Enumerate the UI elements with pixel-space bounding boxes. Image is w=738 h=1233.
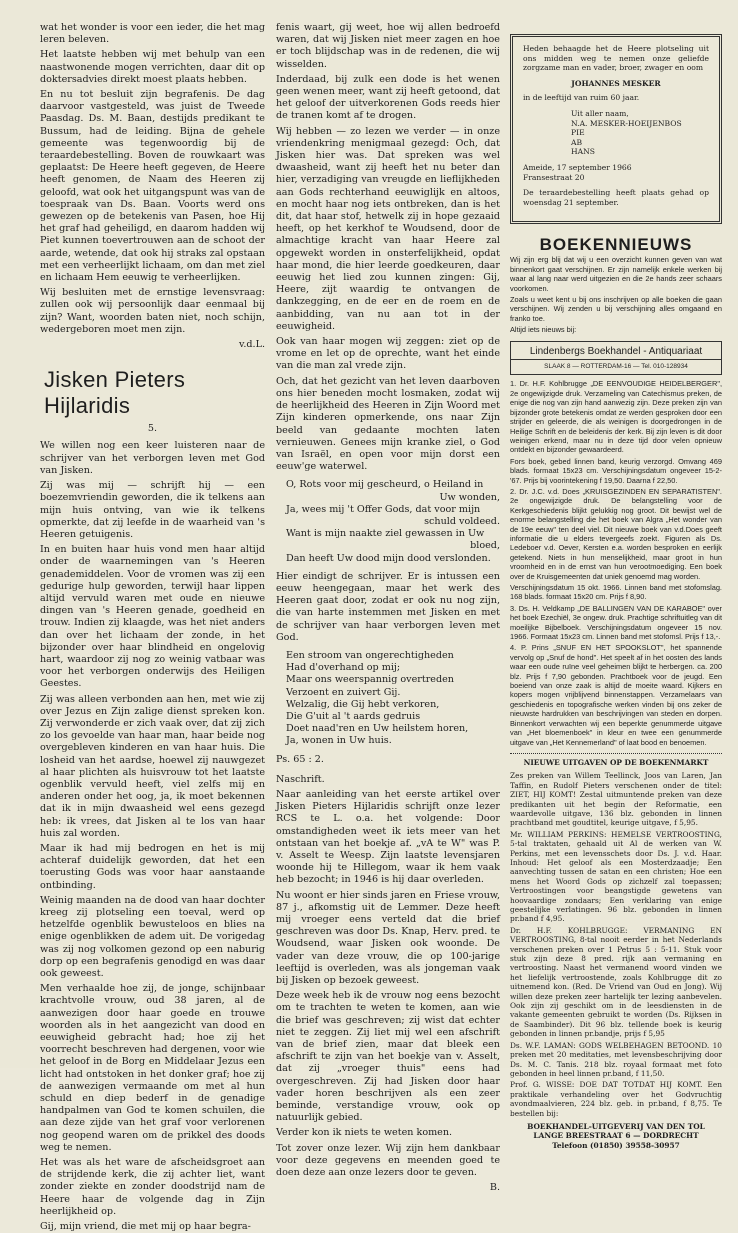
intro-paragraph: Altijd iets nieuws bij: [510,325,577,335]
article-paragraph: wat het wonder is voor een ieder, die het mag leren beleven. [40,22,265,46]
verse-line: Een stroom van ongerechtigheden [286,649,454,661]
deceased-name: JOHANNES MESKER [571,78,661,88]
release-item: Mr. WILLIAM PERKINS: HEMELSE VERTROOSTING, 5-tal traktaten, gehaald uit Al de werken van W. Perkins, met een levensschets door Ds. J. v.d. Haar. Inhoud: Het geloof als een Mosterdzaadje; Een aanvechting tussen de satan en een christen; Hoe een mens het Woord Gods op zichzelf zal toepassen; Vertroostingen voor beangstigde gewetens van hoovaardige zondaars; Een verklaring van enige geestelijke verlatingen. 96 blz. gebonden in linnen pr.band f 4,95. [510,829,722,924]
author-signature: v.d.L. [239,339,265,351]
release-item: Dr. H.F. KOHLBRUGGE: VERMANING EN VERTROOSTING, 8-tal nooit eerder in het Nederlands verschenen preken over 1 Petrus 5 : 5-11. Stuk voor stuk zijn deze 8 pred. rijk aan vermaning en vertroosting. Naast het vermanend woord vinden we het liefelijk vertroostende, zoals Kohlbrugge dit zo uitnemend kon. (Red. De Vriend van Oud en Jong). Wij willen deze preken zeer hartelijk ter lezing aanbevelen. Ook zijn zij geschikt om in de leesdiensten in de vakante gemeenten gebruikt te worden (Ds. Rijksen in de Saambinder). Dit 96 blz. tellende boek is keurig gebonden in linnen pr.bandje, prijs f 5,95 [510,925,722,1039]
article-paragraph: En nu tot besluit zijn begrafenis. De dag daarvoor vastgesteld, was juist de Tweede Paasdag. Ds. M. Baan, destijds predikant te Bussum, had de leiding. Bijna de gehele gemeente was tegenwoordig bij de teraardebestelling. Boven de rouwkaart was geplaatst: De Heere heeft gegeven, de Heere heeft genomen, de Naam des Heeren zij geloofd, wat ook het uitgangspunt was van de toespraak van Ds. Baan. Voorts werd ons gewezen op de betekenis van Pasen, hoe Hij het graf had geheiligd, en daarom hadden wij Piet kunnen toevertrouwen aan de schoot der aarde, wetende, dat ook hij straks zal opstaan met een verheerlijkt lichaam, om dan met ziel en lichaam Hem eeuwig te verheerlijken. [40,89,265,284]
verse-line: Die G'uit al 't aards gedruis [286,710,421,722]
author-initial: B. [489,1182,500,1194]
article-paragraph: Tot zover onze lezer. Wij zijn hem dankbaar voor deze gegevens en meenden goed te doen deze aan onze lezers door te geven. [276,1142,500,1179]
part-number: 5. [147,423,158,435]
article-paragraph: Verder kon ik niets te weten komen. [276,1127,453,1139]
new-releases-heading: NIEUWE UITGAVEN OP DE BOEKENMARKT [523,757,709,767]
publisher-block [510,1122,722,1150]
signatory-line: Uit aller naam, [571,108,629,118]
verse-line: Had d'overhand op mij; [286,662,401,674]
verse-line: Maar ons weerspannig overtreden [286,674,454,686]
book-item: Verschijningsdatum 15 okt. 1966. Linnen band met stofomslag. 168 blads. formaat 15x20 cm. Prijs f 8,90. [510,583,722,602]
notice-street: Fransestraat 20 [523,172,585,182]
article-paragraph: Wij hebben — zo lezen we verder — in onze vriendenkring menigmaal gezegd: Och, dat Jisken hier was. Dat spreken was wel dwaasheid, want zij heeft het nu beter dan hier, verzadiging van vreugde en lieflijkheden aan Gods rechterhand eeuwiglijk en altoos, en mocht haar nog iets ontbreken, dan is het dit, dat haar stof, hetwelk zij in hope gezaaid heeft, op het kerkhof te Woudsend, door de almachtige kracht van haar Heere zal opgewekt worden in onsterfelijkheid, opdat haar mond, die hier leerde goedkeuren, daar eeuwig het lied zou kunnen zingen: Gij, Heere, zijt waardig te ontvangen de dankzegging, en de eer en de roem en de aanbidding, van nu aan tot in der eeuwigheid. [276,125,500,332]
psalm-verse [286,650,500,748]
column-middle [276,22,500,1194]
article-paragraph: Wij besluiten met de ernstige levensvraag: zullen ook wij persoonlijk daar eenmaal bij zijn? Want, woorden baten niet, noch schijn, wedergeboren moet men zijn. [40,287,265,335]
release-item: Zes preken van Willem Teellinck, Joos van Laren, Jan Taffin, en Rudolf Pieters verschenen onder de titel: ZIET, HIJ KOMT! Zestal uitmuntende preken van deze predikanten uit het begin der Reformatie, een waardevolle uitgave, 136 blz. gebonden in linnen prachtband met goudtitel, keurige uitgave, f 5,95. [510,771,722,828]
verse-line: Ja, wonen in Uw huis. [286,735,392,747]
article-paragraph: Inderdaad, bij zulk een dode is het wenen geen wenen meer, want zij heeft getoond, dat het geloof der uitverkorenen Gods reeds hier de tranen komt af te drogen. [276,73,500,122]
psalm-reference: Ps. 65 : 2. [276,753,324,765]
verse-line: Welzalig, die Gij hebt verkoren, [286,698,440,710]
book-item: 2. Dr. J.C. v.d. Does „KRUISGEZINDEN EN SEPARATISTEN". 2e ongewijzigde druk. De belangstelling voor de Kerkgeschiedenis blijkt gelukkig nog groot. Dit bewijst wel de enorme belangstelling die het boek van Algra „Het wonder van de 19e eeuw" ten deel viel. Dit nieuwe boek van v.d.Does geeft informatie die u elders tevergeefs zoekt. Figuren als Ds. Ledeboer v.d. Oever, Kersten e.a. worden besproken en eerlijk getekend. Niets in hun menselijkheid, maar groot in hun vroomheid en in de ernst van hun verootmoediging. Een boek over de Kruisgemeenten dat uniek genoemd mag worden. [510,486,722,581]
notice-lead: Heden behaagde het de Heere plotseling uit ons midden weg te nemen onze geliefde zorgzame man en vader, broer, zwager en oom [523,44,709,73]
article-paragraph: Het was als het ware de afscheidsgroet aan de strijdende kerk, die zij achter liet, want zonder ziekte en zonder doodstrijd nam de Heere haar de volgende dag in Zijn heerlijkheid op. [40,1157,265,1217]
article-paragraph: Deze week heb ik de vrouw nog eens bezocht om te trachten te weten te komen, aan wie die brief was geschreven; zij wist dat echter niet te zeggen. Zij liet mij wel een afschrift van de brief zien, maar dat bleek een afschrift te zijn van het boekje van v. Asselt, dat zij „vroeger thuis" eens had overgeschreven. Zij had Jisken door haar vader horen beschrijven als een zeer beminde, verstandige vrouw, ook op natuurlijk gebied. [276,990,500,1124]
signatory-line: N.A. MESKER-HOEIJENBOS [571,118,682,128]
bookshop-banner [510,341,722,376]
bookshop-address: SLAAK 8 — ROTTERDAM-16 — Tel. 010-128934 [511,359,721,371]
signatory-line: PIE [571,128,585,138]
notice-signatories [571,109,709,157]
section-divider [510,753,722,754]
publisher-phone: Telefoon (01850) 39558-30957 [552,1140,680,1150]
book-item: 3. Ds. H. Veldkamp „DE BALLINGEN VAN DE KARABOE" over het boek Ezechiël, 3e ongew. druk. Prachtige schriftuitleg van dit moeilijke Bijbelboek. Verschijningsdatum ongeveer 15 nov. 1966. Formaat 15x23 cm. Linnen band met stofomsl. Prijs f 13,-. [510,603,722,642]
article-headline: Jisken Pieters Hijlaridis [44,367,186,419]
article-paragraph: Weinig maanden na de dood van haar dochter kreeg zij plotseling een toeval, werd op hetzelfde ogenblik bewusteloos en blies na enige ogenblikken de adem uit. De vorigedag was zij nog volkomen gezond op een naburig dorp op een begrafenis genodigd en was daar ook geweest. [40,894,265,980]
book-item: 1. Dr. H.F. Kohlbrugge „DE EENVOUDIGE HEIDELBERGER", 2e ongewijzigde druk. Verzameling van Catechismus preken, de enige die nog van zijn hand aanwezig zijn. Deze preken zijn van bijzonder grote betekenis omdat ze werden gesproken door een strijder en geleerde, die als weinigen is doorgedrongen in de Heilige Schrift en de beleidenis der kerk. Bij zijn leven is dit door weinigen erkend, maar nu in deze tijd door velen opnieuw ontdekt en bijzonder gewaardeerd. [510,379,722,455]
intro-paragraph: Wij zijn erg blij dat wij u een overzicht kunnen geven van wat binnenkort gaat verschijnen. Er zijn namelijk enkele werken bij waar al lang naar werd uitgezien en die 2e hands zeer schaars voorkomen. [510,255,722,293]
notice-burial: De teraardebestelling heeft plaats gehad op woensdag 21 september. [523,188,709,207]
signatory-line: HANS [571,147,595,157]
article-paragraph: Naar aanleiding van het eerste artikel over Jisken Pieters Hijlaridis schrijft onze lezer RCS te L. o.a. het volgende: Door omstandigheden weet ik iets meer van het ontstaan van het boekje af. „vA te W" was P. v. Asselt te Weesp. Zijn laatste levensjaren woonde hij te Hillegom, waar ik hem vaak heb bezocht; in 1946 is hij daar overleden. [276,788,500,886]
article-paragraph: Gij, mijn vriend, die met mij op haar begra- [40,1221,251,1233]
article-paragraph: Men verhaalde hoe zij, de jonge, schijnbaar krachtvolle vrouw, oud 38 jaren, al de aanwezigen door haar goede en trouwe woorden als in het aangezicht van dood en eeuwigheid gebracht had; hoe zij het voorrecht beschreven had dergenen, voor wie het geloof in de Borg en Middelaar Jezus een licht had ontstoken in het donker graf; hoe zij de aanwezigen vermaande om met al hun schuld en diep bederf in de genadige handpalmen van God te komen schuilen, die aan deze zijde van het graf voor verlorenen nog geopend waren om de prikkel des doods weg te nemen. [40,983,265,1153]
verse-line: Uw wonden, [439,491,500,503]
notice-place: Ameide, 17 september 1966 [523,162,632,172]
article-paragraph: Nu woont er hier sinds jaren en Friese vrouw, 87 j., afkomstig uit de Lemmer. Deze heeft mij vroeger eens verteld dat die brief geschreven was door Ds. Knap, Herv. pred. te Woudsend, waar Jisken ook woonde. De vader van deze vrouw, die op 100-jarige leeftijd is overleden, was als jongeman vaak bij Jisken op bezoek geweest. [276,889,500,987]
naschrift-heading: Naschrift. [276,773,325,785]
notice-age: in de leeftijd van ruim 60 jaar. [523,93,640,103]
signatory-line: AB [571,137,583,147]
boekennieuws-heading: BOEKENNIEUWS [539,235,693,254]
hymn-verse [286,479,500,564]
article-paragraph: In en buiten haar huis vond men haar altijd onder de waarnemingen van 's Heeren genademiddelen. Voor de vromen was zij een gedurige hulp geworden, terwijl haar lippen altijd vervuld waren met oude en nieuwe dingen van 's Heeren genade, goedheid en trouw. Indien zij klaagde, was het niet anders dan over het lichaam der zonde, in het bijzonder over haar blindheid en ongelovig hart, waardoor zij nog zo weinig vatbaar was voor het verborgen onderwijs des Heiligen Geestes. [40,544,265,690]
release-item: Ds. W.F. LAMAN: GODS WELBEHAGEN BETOOND. 10 preken met 20 meditaties, met levensbeschrijving door Ds. M. C. Tanis. 218 blz. royaal formaat met foto gebonden in heel linnen pr.band, f 11,50. [510,1040,722,1078]
verse-line: O, Rots voor mij gescheurd, o Heiland in [286,479,484,491]
new-releases-list [510,771,722,1118]
intro-paragraph: Zoals u weet kent u bij ons inschrijven op alle boeken die gaan verschijnen. Wij zenden u bij verschijning alles omgaand en franko toe. [510,295,722,323]
publisher-address: LANGE BREESTRAAT 6 — DORDRECHT [533,1131,699,1141]
article-paragraph: Och, dat het gezicht van het leven daarboven ons hier beneden mocht losmaken, zodat wij de heerlijkheid des Heeren in Zijn Woord met Zijn kinderen opmerkende, ons naar Zijn beeld van gedaante mochten laten vernieuwen. Genees mijn kranke ziel, o God van Israël, en open voor mijn dorst een eeuw'ge waterwel. [276,375,500,473]
book-item: Fors boek, gebed linnen band, keurig verzorgd. Omvang 469 blads. formaat 15x23 cm. Verschijningsdatum ongeveer 15-2-'67. Prijs bij voorintekening f 19,50. Daarna f 22,50. [510,456,722,485]
verse-line: Doet naad'ren en Uw heilstem horen, [286,723,469,735]
death-notice [510,34,722,224]
article-paragraph: Zij was mij — schrijft hij — een boezemvriendin geworden, die ik telkens aan mijn huis ontving, van wie ik telkens opmerkte, dat zij leefde in de waarheid van 's Heeren getuigenis. [40,480,265,540]
verse-line: bloed, [470,540,500,552]
verse-line: Verzoent en zuivert Gij. [286,686,401,698]
verse-line: Want is mijn naakte ziel gewassen in Uw [286,528,485,540]
bookshop-name: Lindenbergs Boekhandel - Antiquariaat [529,345,703,357]
publisher-name: BOEKHANDEL-UITGEVERIJ VAN DEN TOL [527,1121,705,1131]
book-list [510,379,722,746]
verse-line: schuld voldeed. [424,515,500,527]
column-left [40,22,265,1233]
book-item: 4. P. Prins „SNUF EN HET SPOOKSLOT", het spannende vervolg op „Snuf de hond". Het speelt af in het oosten des lands waar een oude ruïne veel geheimen blijkt te herbergen. ca. 200 blz. Prijs f 7,90 gebonden. Prachtboek voor de jeugd. Een boeiend van onze zaak is altijd de moeite waard. Kijkers en kopers mogen vrijblijvend binnenstappen. Verzamelaars van geschiedenis en topografische werken vinden bij ons zeker de nieuwste hardrukken van beschrijvingen van steden en dorpen. Binnenkort verwachten wij een beperkte genummerde uitgave van „Het bloemenboek" in kleur en twee een genummerde uitgave van „Het Kennemerland" of laat bood en benoemen. [510,643,722,747]
article-paragraph: Maar ik had mij bedrogen en het is mij achteraf duidelijk geworden, dat het een toerusting Gods was voor haar aanstaande ontbinding. [40,842,265,891]
article-paragraph: We willen nog een keer luisteren naar de schrijver van het verborgen leven met God van Jisken. [40,440,265,476]
release-item: Prof. G. WISSE: DOE DAT TOTDAT HIJ KOMT. Een praktikale verhandeling over het Godvruchtig avondmaalvieren, 224 blz. geb. in pr.band, f 8,75. Te bestellen bij: [510,1080,722,1118]
article-paragraph: Zij was alleen verbonden aan hen, met wie zij over Jezus en Zijn zalige dienst spreken kon. Zij verwonderde er zich vaak over, dat zij zich zo los gevoelde van haar man, haar beide nog overgebleven kinderen en van haar huis. Die losheid van het aardse, hoewel zij nauwgezet al haar plichten als huisvrouw tot het laatste ogenblik vervuld heeft, viel zelfs mij en anderen onder het oog, ja, ik moet bekennen dat ik in mijn dwaasheid wel eens gezegd heb: ik vrees, dat Jisken al te los van haar huis zal worden. [40,693,265,839]
article-paragraph: Hier eindigt de schrijver. Er is intussen een eeuw heengegaan, maar het werk des Heeren gaat door, zodat er ook nu nog zijn, die van harte instemmen met Jisken en met de schrijver van haar verborgen leven met God. [276,570,500,643]
article-paragraph: fenis waart, gij weet, hoe wij allen bedroefd waren, dat wij Jisken niet meer zagen en hoe er toch blijdschap was in de redenen, die wij wisselden. [276,22,500,70]
verse-line: Ja, wees mij 't Offer Gods, dat voor mijn [286,503,481,515]
article-paragraph: Het laatste hebben wij met behulp van een naastwonende mogen verrichten, daar dit op doktersadvies direkt moest plaats hebben. [40,49,265,85]
article-paragraph: Ook van haar mogen wij zeggen: ziet op de vrome en let op de oprechte, want het einde van die man zal vrede zijn. [276,336,500,372]
verse-line: Dan heeft Uw dood mijn dood verslonden. [286,552,491,564]
column-right [510,34,722,1150]
boekennieuws-intro [510,255,722,334]
